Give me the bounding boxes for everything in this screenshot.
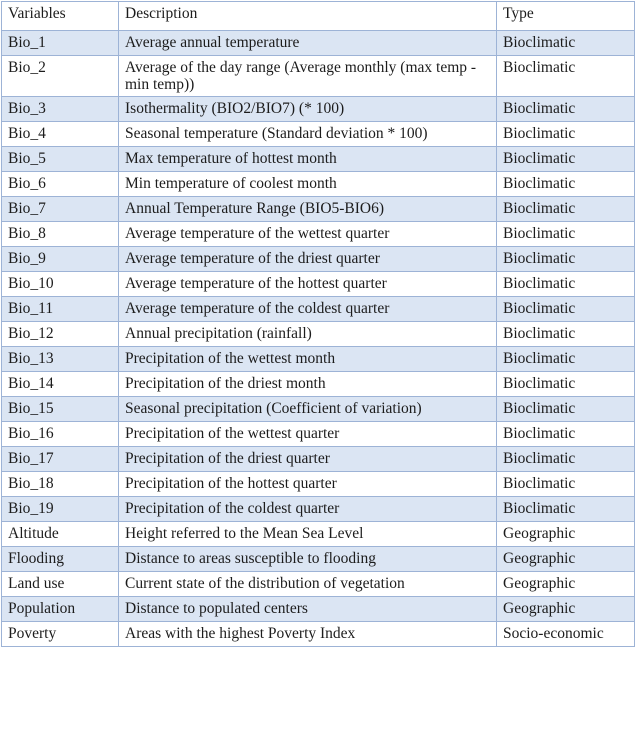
table-row xyxy=(2,297,635,322)
cell-variable: Bio_15 xyxy=(2,397,119,422)
cell-variable: Altitude xyxy=(2,522,119,547)
cell-description: Min temperature of coolest month xyxy=(119,172,497,197)
cell-type: Bioclimatic xyxy=(497,422,635,447)
table-row xyxy=(2,372,635,397)
cell-description: Average temperature of the hottest quarter xyxy=(119,272,497,297)
cell-variable: Bio_3 xyxy=(2,97,119,122)
cell-variable: Bio_14 xyxy=(2,372,119,397)
header-description: Description xyxy=(119,2,497,31)
cell-description: Max temperature of hottest month xyxy=(119,147,497,172)
cell-type: Bioclimatic xyxy=(497,472,635,497)
cell-type: Bioclimatic xyxy=(497,297,635,322)
cell-variable: Population xyxy=(2,597,119,622)
cell-variable: Bio_12 xyxy=(2,322,119,347)
cell-variable: Bio_8 xyxy=(2,222,119,247)
table-row xyxy=(2,197,635,222)
table-row xyxy=(2,322,635,347)
table-row xyxy=(2,97,635,122)
cell-variable: Bio_4 xyxy=(2,122,119,147)
table-row xyxy=(2,597,635,622)
table-row xyxy=(2,172,635,197)
table-row xyxy=(2,347,635,372)
cell-type: Geographic xyxy=(497,597,635,622)
table-row xyxy=(2,272,635,297)
cell-type: Bioclimatic xyxy=(497,347,635,372)
cell-description: Average of the day range (Average monthly (max temp - min temp)) xyxy=(119,56,497,97)
cell-description: Seasonal temperature (Standard deviation * 100) xyxy=(119,122,497,147)
cell-variable: Bio_9 xyxy=(2,247,119,272)
cell-type: Geographic xyxy=(497,572,635,597)
cell-type: Bioclimatic xyxy=(497,372,635,397)
cell-type: Bioclimatic xyxy=(497,197,635,222)
cell-variable: Bio_2 xyxy=(2,56,119,97)
cell-type: Bioclimatic xyxy=(497,222,635,247)
cell-type: Bioclimatic xyxy=(497,122,635,147)
table-row xyxy=(2,422,635,447)
cell-description: Precipitation of the hottest quarter xyxy=(119,472,497,497)
cell-type: Geographic xyxy=(497,547,635,572)
cell-type: Bioclimatic xyxy=(497,497,635,522)
cell-variable: Bio_1 xyxy=(2,31,119,56)
table-row xyxy=(2,31,635,56)
cell-variable: Bio_7 xyxy=(2,197,119,222)
header-type: Type xyxy=(497,2,635,31)
cell-variable: Bio_17 xyxy=(2,447,119,472)
cell-variable: Bio_6 xyxy=(2,172,119,197)
cell-description: Average temperature of the coldest quarter xyxy=(119,297,497,322)
cell-description: Isothermality (BIO2/BIO7) (* 100) xyxy=(119,97,497,122)
cell-description: Average temperature of the wettest quarter xyxy=(119,222,497,247)
cell-description: Average annual temperature xyxy=(119,31,497,56)
cell-variable: Bio_13 xyxy=(2,347,119,372)
table-row xyxy=(2,622,635,647)
cell-variable: Poverty xyxy=(2,622,119,647)
cell-description: Precipitation of the driest quarter xyxy=(119,447,497,472)
cell-type: Bioclimatic xyxy=(497,272,635,297)
cell-type: Bioclimatic xyxy=(497,97,635,122)
cell-variable: Bio_10 xyxy=(2,272,119,297)
table-row xyxy=(2,397,635,422)
cell-type: Geographic xyxy=(497,522,635,547)
table-row xyxy=(2,122,635,147)
cell-variable: Bio_16 xyxy=(2,422,119,447)
cell-type: Bioclimatic xyxy=(497,322,635,347)
table-row xyxy=(2,447,635,472)
cell-description: Precipitation of the wettest quarter xyxy=(119,422,497,447)
cell-description: Current state of the distribution of vegetation xyxy=(119,572,497,597)
cell-description: Average temperature of the driest quarter xyxy=(119,247,497,272)
cell-variable: Bio_18 xyxy=(2,472,119,497)
cell-type: Bioclimatic xyxy=(497,147,635,172)
cell-description: Precipitation of the coldest quarter xyxy=(119,497,497,522)
cell-description: Areas with the highest Poverty Index xyxy=(119,622,497,647)
cell-description: Seasonal precipitation (Coefficient of variation) xyxy=(119,397,497,422)
cell-description: Distance to populated centers xyxy=(119,597,497,622)
cell-description: Distance to areas susceptible to flooding xyxy=(119,547,497,572)
cell-variable: Bio_11 xyxy=(2,297,119,322)
table-row xyxy=(2,547,635,572)
cell-type: Bioclimatic xyxy=(497,56,635,97)
cell-description: Height referred to the Mean Sea Level xyxy=(119,522,497,547)
table-row xyxy=(2,222,635,247)
table-row xyxy=(2,247,635,272)
table-row xyxy=(2,522,635,547)
cell-description: Precipitation of the wettest month xyxy=(119,347,497,372)
cell-variable: Land use xyxy=(2,572,119,597)
cell-type: Bioclimatic xyxy=(497,247,635,272)
table-row xyxy=(2,497,635,522)
cell-description: Precipitation of the driest month xyxy=(119,372,497,397)
cell-type: Bioclimatic xyxy=(497,397,635,422)
cell-variable: Flooding xyxy=(2,547,119,572)
cell-type: Bioclimatic xyxy=(497,447,635,472)
cell-description: Annual Temperature Range (BIO5-BIO6) xyxy=(119,197,497,222)
table-row xyxy=(2,472,635,497)
header-row xyxy=(2,2,635,31)
cell-variable: Bio_5 xyxy=(2,147,119,172)
variables-table xyxy=(1,1,635,647)
table-row xyxy=(2,147,635,172)
cell-variable: Bio_19 xyxy=(2,497,119,522)
cell-type: Socio-economic xyxy=(497,622,635,647)
cell-type: Bioclimatic xyxy=(497,172,635,197)
table-row xyxy=(2,572,635,597)
cell-description: Annual precipitation (rainfall) xyxy=(119,322,497,347)
table-row xyxy=(2,56,635,97)
cell-type: Bioclimatic xyxy=(497,31,635,56)
header-variables: Variables xyxy=(2,2,119,31)
